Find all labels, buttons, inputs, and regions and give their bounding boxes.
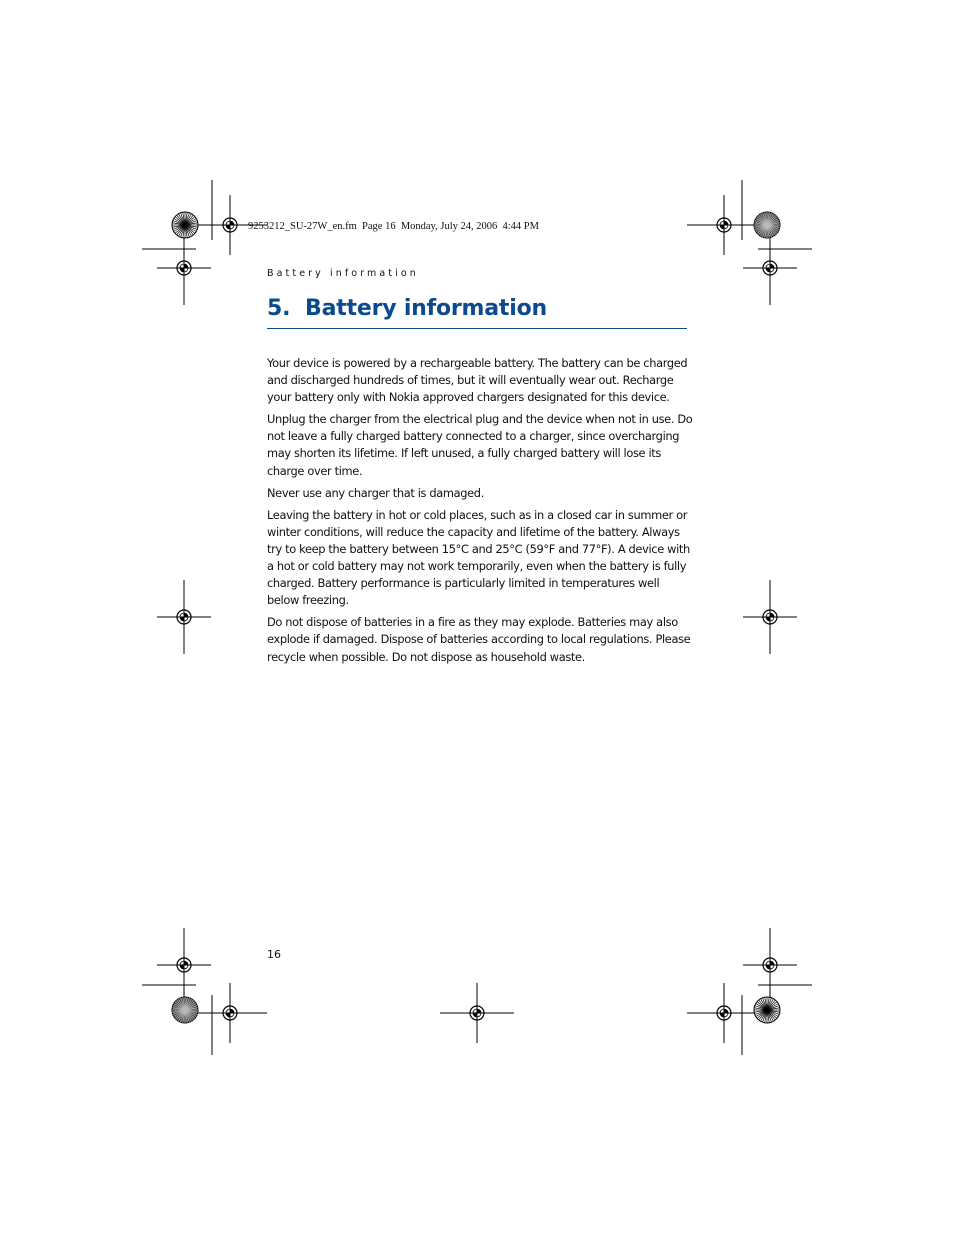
registration-mark [193, 983, 267, 1043]
registration-mark [440, 983, 514, 1043]
registration-mark [743, 928, 797, 1002]
registration-mark [687, 195, 761, 255]
chapter-title: Battery information [305, 296, 547, 321]
chapter-number: 5. [267, 296, 291, 321]
paragraph: Do not dispose of batteries in a fire as they may explode. Batteries may also explode if damaged. Dispose of batteries according to local regulations. Please recycle when possible. Do not dispose as household waste. [267, 615, 691, 664]
body-text [267, 355, 693, 671]
registration-mark [743, 580, 797, 654]
registration-mark [157, 580, 211, 654]
running-head: Battery information [267, 268, 419, 279]
paragraph: Your device is powered by a rechargeable battery. The battery can be charged and discharged hundreds of times, but it will eventually wear out. Recharge your battery only with Nokia approved chargers designated for this device. [267, 356, 688, 405]
paragraph: Leaving the battery in hot or cold places, such as in a closed car in summer or winter conditions, will reduce the capacity and lifetime of the battery. Always try to keep the battery between 15°C and 25°C (59°F and 77°F). A device with a hot or cold battery may not work temporarily, even when the battery is fully charged. Battery performance is particularly limited in temperatures well below freezing. [267, 507, 690, 608]
color-registration-disc [754, 212, 780, 238]
registration-mark [743, 231, 797, 305]
chapter-heading [267, 296, 687, 321]
paragraph: Unplug the charger from the electrical plug and the device when not in use. Do not leave a fully charged battery connected to a charger, since overcharging may shorten its lifetime. If left unused, a fully charged battery will lose its charge over time. [267, 412, 693, 478]
registration-mark [157, 231, 211, 305]
color-registration-disc [172, 212, 198, 238]
registration-mark [157, 928, 211, 1002]
page-number: 16 [267, 948, 281, 961]
registration-mark [687, 983, 761, 1043]
color-registration-disc [754, 997, 780, 1023]
title-rule [267, 328, 687, 329]
paragraph: Never use any charger that is damaged. [267, 485, 484, 500]
print-slug-line: 9253212_SU-27W_en.fm Page 16 Monday, July 24, 2006 4:44 PM [248, 221, 539, 232]
color-registration-disc [172, 997, 198, 1023]
